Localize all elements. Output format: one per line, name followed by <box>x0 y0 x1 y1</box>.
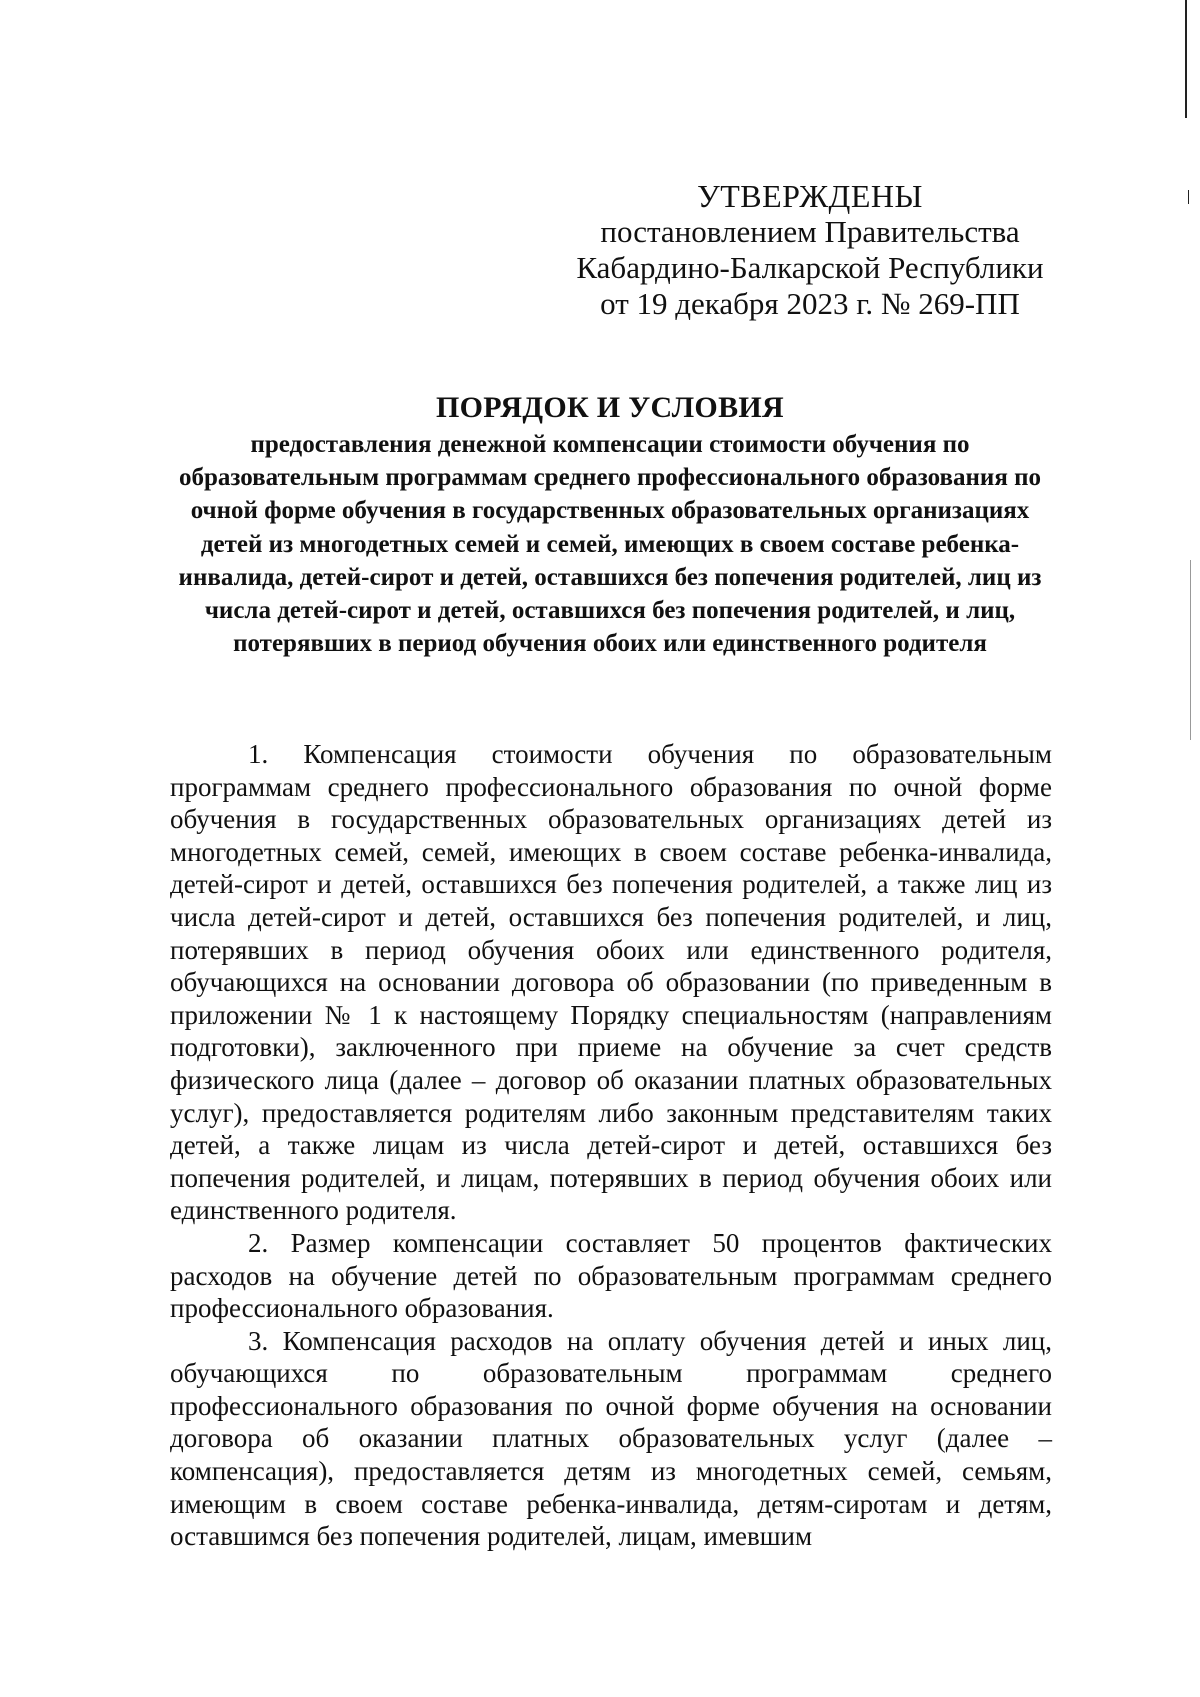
document-title: ПОРЯДОК И УСЛОВИЯ <box>436 391 784 424</box>
document-body <box>170 738 1052 1553</box>
approval-title: УТВЕРЖДЕНЫ <box>697 178 923 214</box>
approval-date-number: от 19 декабря 2023 г. № 269-ПП <box>600 286 1020 321</box>
paragraph-1: 1. Компенсация стоимости обучения по образовательным программам среднего профессионального образования по очной форме обучения в государственных образовательных организациях детей из многодетных семей, семей, имеющих в своем составе ребенка-инвалида, детей-сирот и детей, оставшихся без попечения родителей, а также лиц из числа детей-сирот и детей, оставшихся без попечения родителей, и лиц, потерявших в период обучения обоих или единственного родителя, обучающихся на основании договора об образовании (по приведенным в приложении № 1 к настоящему Порядку специальностям (направлениям подготовки), заключенного при приеме на обучение за счет средств физического лица (далее – договор об оказании платных образовательных услуг), предоставляется родителям либо законным представителям таких детей, а также лицам из числа детей-сирот и детей, оставшихся без попечения родителей, и лицам, потерявших в период обучения обоих или единственного родителя. <box>170 739 1052 1226</box>
document-heading <box>170 390 1050 660</box>
approval-line: постановлением Правительства <box>600 214 1020 249</box>
paragraph-2: 2. Размер компенсации составляет 50 процентов фактических расходов на обучение детей по образовательным программам среднего профессионального образования. <box>170 1227 1052 1324</box>
scan-edge-mark <box>1188 190 1189 204</box>
approval-line: Кабардино-Балкарской Республики <box>576 250 1044 285</box>
scan-edge-mark <box>1185 0 1187 118</box>
document-subtitle: предоставления денежной компенсации стоимости обучения по образовательным программам среднего профессионального образования по очной форме обучения в государственных образовательных организациях детей из многодетных семей и семей, имеющих в своем составе ребенка-инвалида, детей-сирот и детей, оставшихся без попечения родителей, лиц из числа детей-сирот и детей, оставшихся без попечения родителей, и лиц, потерявших в период обучения обоих или единственного родителя <box>178 431 1042 658</box>
scan-edge-mark <box>1190 560 1191 740</box>
paragraph-3: 3. Компенсация расходов на оплату обучения детей и иных лиц, обучающихся по образовательным программам среднего профессионального образования по очной форме обучения на основании договора об оказании платных образовательных услуг (далее – компенсация), предоставляется детям из многодетных семей, семьям, имеющим в своем составе ребенка-инвалида, детям-сиротам и детям, оставшимся без попечения родителей, лицам, имевшим <box>170 1325 1052 1552</box>
approval-block <box>560 178 1060 322</box>
